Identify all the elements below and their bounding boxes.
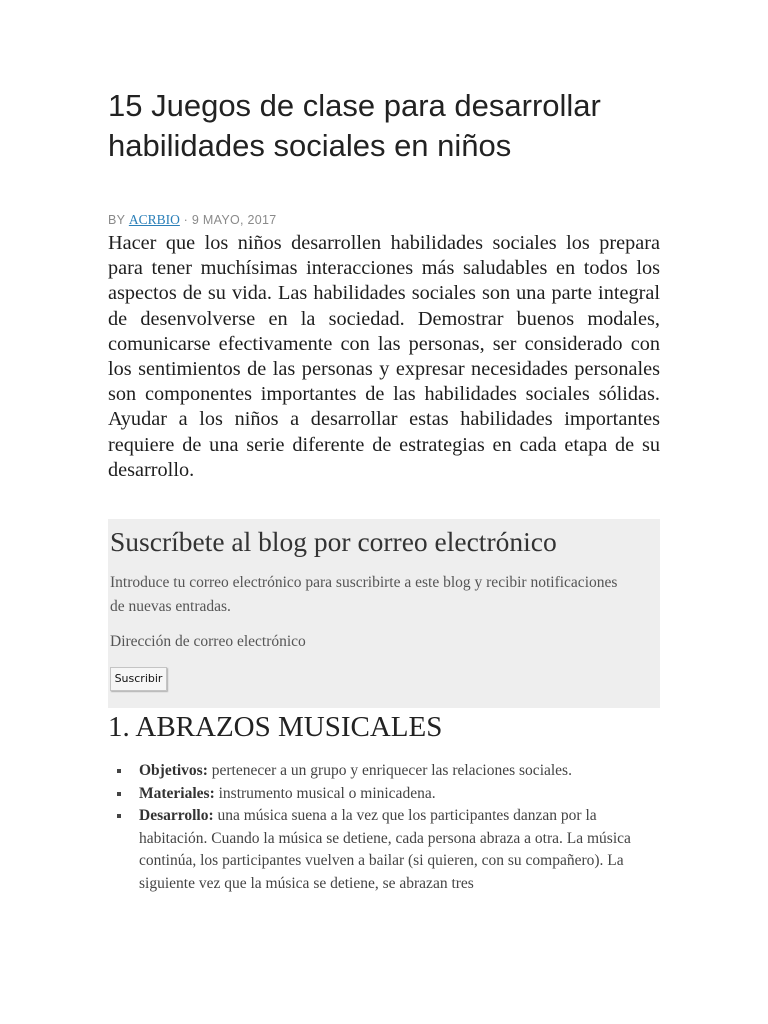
- list-item: [108, 760, 660, 783]
- bullet-icon: [117, 814, 121, 818]
- byline-prefix: BY: [108, 213, 126, 227]
- item-label: Materiales:: [139, 784, 215, 802]
- item-text: pertenecer a un grupo y enriquecer las relaciones sociales.: [207, 762, 572, 779]
- item-text: instrumento musical o minicadena.: [214, 784, 436, 802]
- list-item: [108, 805, 660, 895]
- author-link[interactable]: ACRBIO: [128, 212, 180, 227]
- subscribe-widget: [108, 519, 660, 708]
- byline-separator: ·: [183, 213, 189, 227]
- subscribe-description: Introduce tu correo electrónico para suscribirte a este blog y recibir notificaciones de nuevas entradas.: [110, 574, 618, 615]
- item-label: Desarrollo:: [139, 807, 214, 825]
- article-title: 15 Juegos de clase para desarrollar habilidades sociales en niños: [108, 88, 601, 163]
- game-details-list: [108, 760, 660, 896]
- item-label: Objetivos:: [139, 762, 208, 779]
- post-date: 9 MAYO, 2017: [191, 213, 277, 227]
- bullet-icon: [117, 769, 121, 773]
- intro-paragraph: Hacer que los niños desarrollen habilidades sociales los prepara para tener muchísimas interacciones más saludables en todos los aspectos de su vida. Las habilidades sociales son una parte integral de desenvolverse en la sociedad. Demostrar buenos modales, comunicarse efectivamente con las personas, ser considerado con los sentimientos de las personas y expresar necesidades personales son componentes importantes de las habilidades sociales sólidas. Ayudar a los niños a desarrollar estas habilidades importantes requiere de una serie diferente de estrategias en cada etapa de su desarrollo.: [108, 232, 660, 481]
- bullet-icon: [117, 792, 121, 796]
- item-text: una música suena a la vez que los participantes danzan por la habitación. Cuando la música se detiene, cada persona abraza a otra. La música continúa, los participantes vuelven a bailar (si quieren, con su compañero). La siguiente vez que la música se detiene, se abrazan tres: [139, 807, 631, 892]
- subscribe-heading: Suscríbete al blog por correo electrónico: [110, 526, 557, 557]
- subscribe-button[interactable]: Suscribir: [110, 667, 167, 691]
- email-field-label: Dirección de correo electrónico: [110, 633, 306, 650]
- byline: [108, 212, 277, 228]
- section-title: 1. ABRAZOS MUSICALES: [108, 711, 443, 743]
- list-item: [108, 783, 660, 806]
